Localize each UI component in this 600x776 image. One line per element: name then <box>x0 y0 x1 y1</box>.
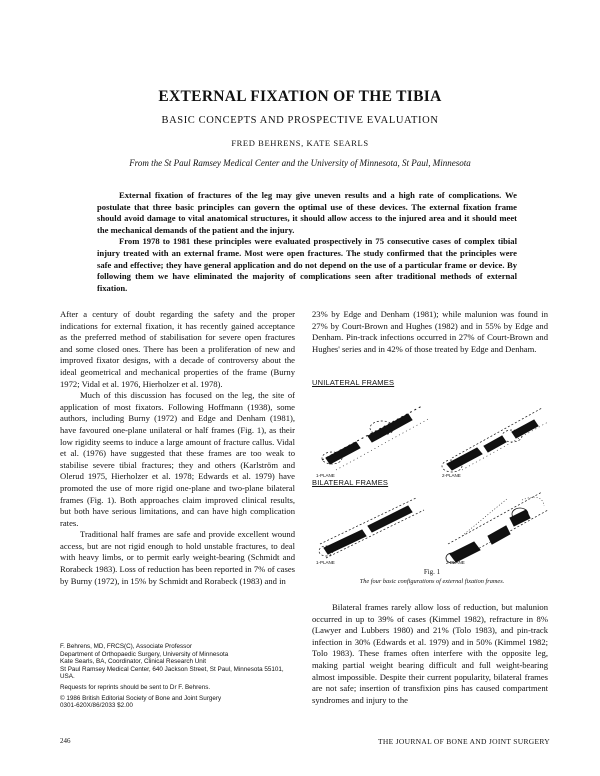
frame-unilateral-1-plane <box>322 406 430 470</box>
footnote-address: St Paul Ramsey Medical Center, 640 Jackson Street, St Paul, Minnesota 55101, USA. <box>60 665 284 681</box>
figure-label: 1-PLANE <box>316 473 335 478</box>
frame-unilateral-2-plane <box>442 408 548 472</box>
figure-label: 2-PLANE <box>442 473 461 478</box>
figure-label: 1-PLANE <box>316 560 335 565</box>
abstract <box>97 190 517 294</box>
figure-number: Fig. 1 <box>423 568 441 576</box>
article-authors: FRED BEHRENS, KATE SEARLS <box>231 138 369 148</box>
article-affiliation: From the St Paul Ramsey Medical Center and the University of Minnesota, St Paul, Minnesota <box>129 158 471 168</box>
body-paragraph: Traditional half frames are safe and provide excellent wound access, but are not rigid enough to hold unstable fractures, to deal with heavy limbs, or to permit early weight-bearing (Schmidt and Rorabeck 1983). Loss of reduction has been reported in 7% of cases by Burny (1972), in 15% by Schmidt and Rorabeck (1983) and in <box>60 529 295 586</box>
frame-bilateral-1-plane <box>319 498 424 558</box>
article-subtitle: BASIC CONCEPTS AND PROSPECTIVE EVALUATION <box>161 115 439 126</box>
figure-1 <box>312 378 552 588</box>
footnote-reprints: Requests for reprints should be sent to Dr F. Behrens. <box>60 683 211 691</box>
figure-label: 2-PLANE <box>446 560 465 565</box>
right-column-top <box>312 309 548 355</box>
figure-caption: The four basic configurations of external fixation frames. <box>359 578 505 585</box>
footnote-copyright: © 1986 British Editorial Society of Bone and Joint Surgery <box>60 694 222 702</box>
figure-heading-unilateral: UNILATERAL FRAMES <box>312 378 395 387</box>
right-column-bottom <box>312 602 548 706</box>
page-number: 246 <box>60 737 71 745</box>
frame-bilateral-2-plane <box>446 492 548 563</box>
footnote-author1: F. Behrens, MD, FRCS(C), Associate Professor <box>60 643 192 650</box>
journal-name: THE JOURNAL OF BONE AND JOINT SURGERY <box>378 737 550 746</box>
footnote-author1-dept: Department of Orthopaedic Surgery, University of Minnesota <box>60 650 229 658</box>
abstract-paragraph: External fixation of fractures of the leg may give uneven results and a high rate of complications. We postulate that three basic principles can govern the optimal use of these devices. The external fixation frame should avoid damage to vital anatomical structures, it should allow access to the injured area and it should meet the mechanical demands of the patient and the injury. <box>97 190 517 235</box>
body-paragraph: Much of this discussion has focused on the leg, the site of application of most fixators. Following Hoffmann (1938), some authors, including Burny (1972) and Edge and Denham (1981), have favoured one-plane unilateral or half frames (Fig. 1), as their low rigidity seems to induce a large amount of fracture callus. Vidal et al. (1976) have suggested that these frames are too weak to stabilise severe tibial fractures; they and others (Karlström and Olerud 1975, Hierholzer et al. 1978; Edwards et al. 1979) have promoted the use of more rigid one-plane and two-plane bilateral frames (Fig. 1). Both approaches claim improved clinical results, but both have serious limitations, and can have high complication rates. <box>60 390 295 528</box>
body-paragraph: 23% by Edge and Denham (1981); while malunion was found in 27% by Court-Brown and Hughes (1982) and in 55% by Edge and Denham. Pin-track infections occurred in 27% of Court-Brown and Hughes' series and in 42% of those treated by Edge and Denham. <box>312 309 548 354</box>
body-paragraph: After a century of doubt regarding the safety and the proper indications for external fixation, it has recently gained acceptance as the preferred method of stabilisation for severe open fractures and some closed ones. There has been a proliferation of new and improved fixator designs, with a decade of controversy about the ideal geometrical and mechanical properties of the frame (Burny 1972; Vidal et al. 1976, Hierholzer et al. 1978). <box>60 309 295 389</box>
figure-heading-bilateral: BILATERAL FRAMES <box>312 478 389 487</box>
footnote-author2: Kate Searls, BA, Coordinator, Clinical Research Unit <box>60 658 206 666</box>
article-title: EXTERNAL FIXATION OF THE TIBIA <box>158 88 442 105</box>
footnotes <box>60 643 295 713</box>
footnote-code: 0301-620X/86/2033 $2.00 <box>60 702 133 710</box>
abstract-paragraph: From 1978 to 1981 these principles were evaluated prospectively in 75 consecutive cases of complex tibial injury treated with an external frame. Most were open fractures. The study confirmed that the principles were safe and effective; they have general application and do not depend on the use of a particular frame or device. By following them we have eliminated the majority of complications seen after traditional methods of external fixation. <box>97 236 517 293</box>
left-column <box>60 309 295 587</box>
body-paragraph: Bilateral frames rarely allow loss of reduction, but malunion occurred in up to 39% of cases (Kimmel 1982), refracture in 8% (Lawyer and Lubbers 1980) and 21% (Tolo 1983), and pin-track infection in 30% (Edwards et al. 1979) and in 50% (Kimmel 1982; Tolo 1983). These frames often interfere with the opposite leg, making partial weight bearing difficult and full weight-bearing almost impossible. Despite their current popularity, bilateral frames are not safe; insertion of transfixion pins has caused compartment syndromes and injury to the <box>312 602 548 705</box>
